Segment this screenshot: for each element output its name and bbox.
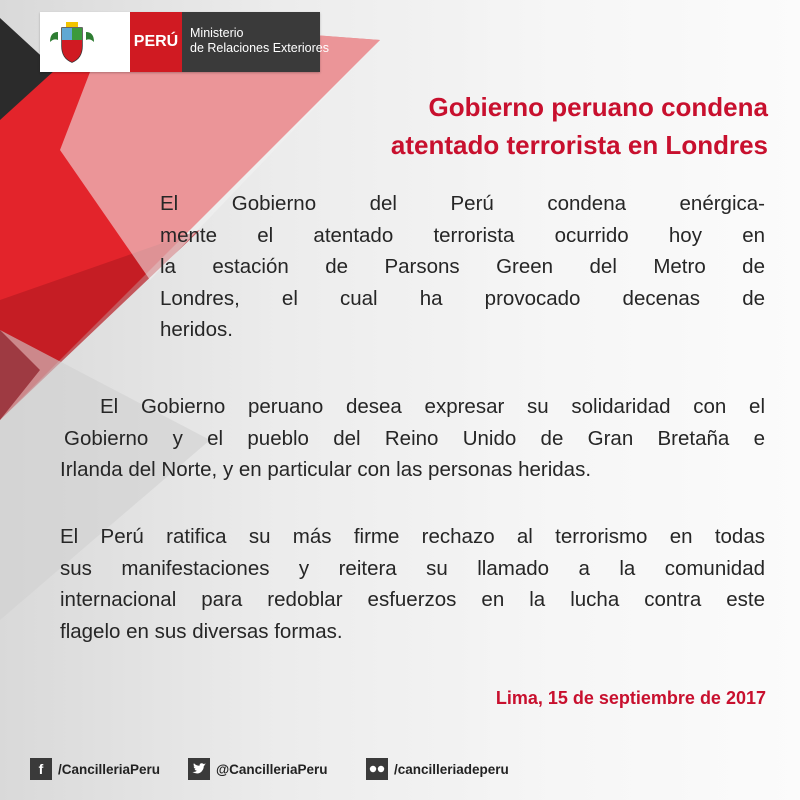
paragraph-line: flagelo en sus diversas formas. [60, 619, 343, 643]
paragraph-2 [60, 391, 765, 486]
paragraph-line: El Gobierno peruano desea expresar su solidaridad con el [100, 395, 765, 418]
paragraph-3 [60, 521, 765, 647]
facebook-icon: f [30, 758, 52, 780]
ministry-logo [40, 12, 329, 72]
paragraph-1 [160, 188, 765, 346]
ministry-name [182, 12, 329, 72]
flickr-link[interactable] [366, 758, 509, 780]
paragraph-line: la estación de Parsons Green del Metro de [160, 255, 765, 278]
flickr-icon [366, 758, 388, 780]
paragraph-line: Irlanda del Norte, y en particular con las personas heridas. [60, 458, 592, 481]
paragraph-line: heridos. [160, 318, 233, 341]
twitter-icon [188, 758, 210, 780]
date-line: Lima, 15 de septiembre de 2017 [495, 688, 766, 708]
paragraph-line: Londres, el cual ha provocado decenas de [160, 286, 765, 310]
ministry-line-1: Ministerio [190, 26, 244, 40]
facebook-handle: /CancilleriaPeru [58, 761, 161, 777]
ministry-line-2: de Relaciones Exteriores [190, 41, 329, 55]
page-title [391, 88, 768, 164]
title-line-2: atentado terrorista en Londres [390, 130, 768, 160]
peru-label: PERÚ [130, 12, 182, 72]
paragraph-line: internacional para redoblar esfuerzos en la lucha contra este [60, 588, 765, 611]
flickr-handle: /cancilleriadeperu [394, 761, 509, 777]
title-line-1: Gobierno peruano condena [428, 92, 768, 122]
twitter-handle: @CancilleriaPeru [216, 761, 328, 777]
paragraph-line: El Perú ratifica su más firme rechazo al terrorismo en todas [60, 525, 765, 548]
twitter-link[interactable] [188, 758, 327, 780]
facebook-link[interactable] [30, 758, 160, 780]
coat-of-arms-icon [48, 18, 96, 66]
paragraph-line: sus manifestaciones y reitera su llamado a la comunidad [60, 556, 765, 580]
paragraph-line: El Gobierno del Perú condena enérgica- [160, 192, 765, 215]
paragraph-line: mente el atentado terrorista ocurrido hoy en [160, 223, 765, 247]
paragraph-line: Gobierno y el pueblo del Reino Unido de Gran Bretaña e [64, 426, 765, 450]
